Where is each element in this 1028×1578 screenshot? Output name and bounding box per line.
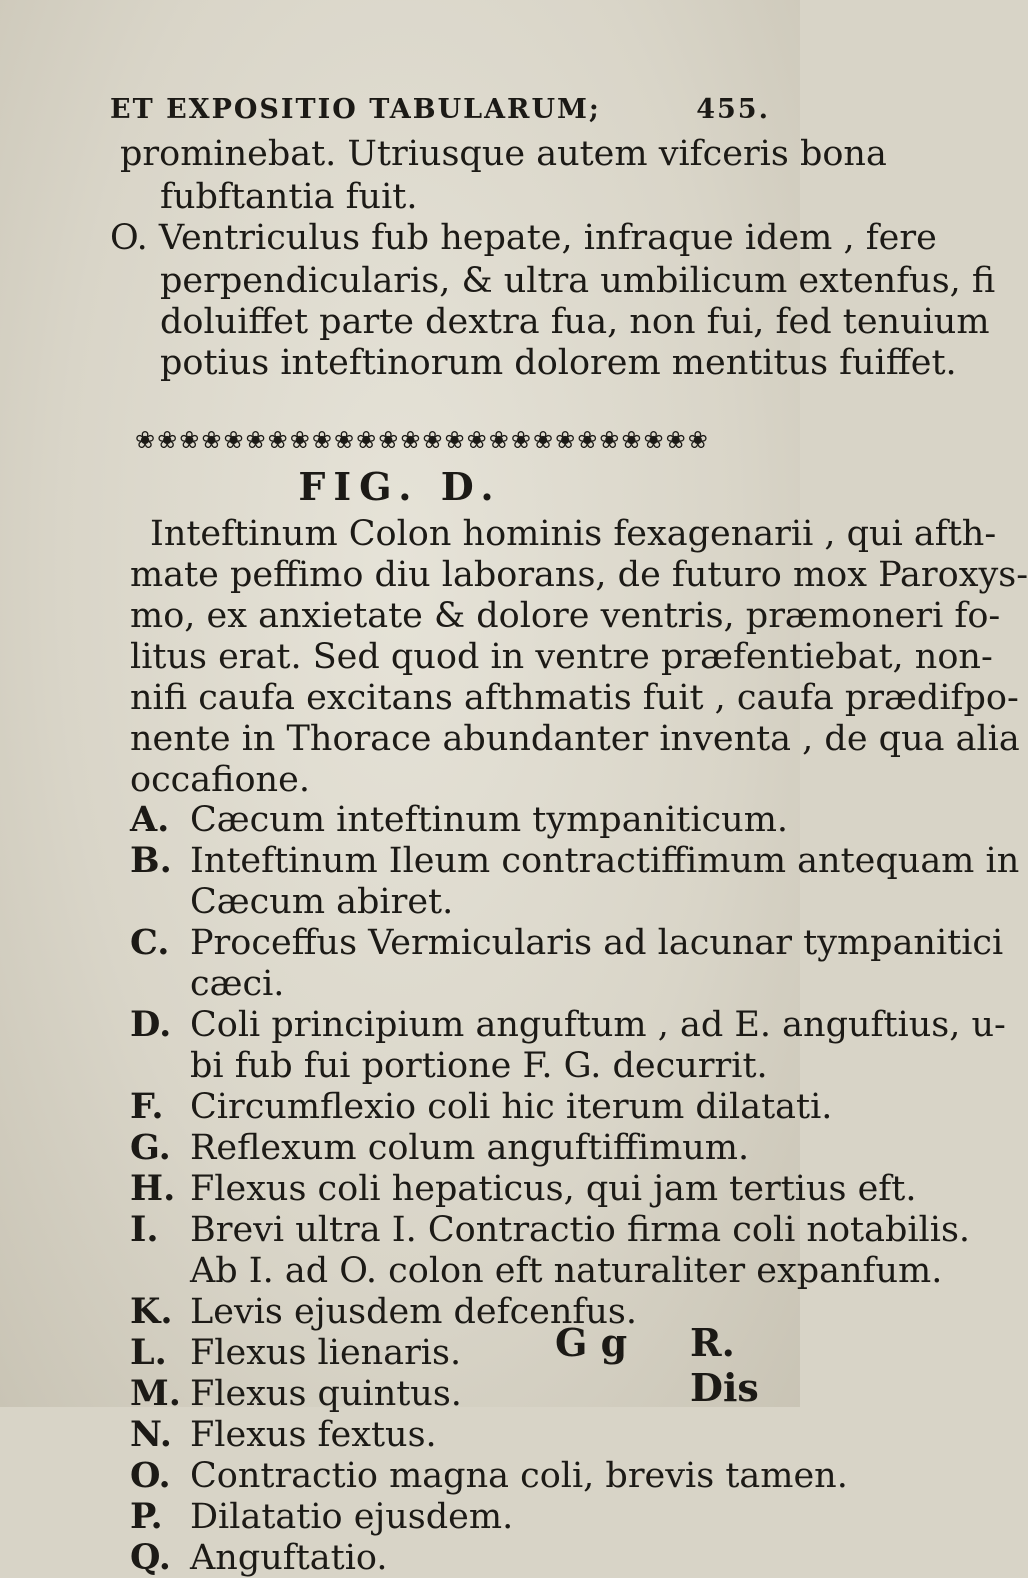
legend-item [130, 1128, 749, 1168]
body-line: mate peffimo diu laborans, de futuro mox Paroxys- [130, 555, 1028, 595]
legend-item-label: L. [130, 1332, 167, 1373]
legend-item [130, 1374, 462, 1414]
body-line: nente in Thorace abundanter inventa , de qua alia [130, 719, 1020, 759]
ornament-glyph: ❀ [510, 426, 531, 454]
legend-item [130, 1538, 388, 1578]
legend-item-label: O. [130, 1455, 171, 1496]
ornament-glyph: ❀ [311, 426, 332, 454]
ornament-glyph: ❀ [289, 426, 310, 454]
catchword: R. Dis [690, 1320, 759, 1410]
legend-item [130, 964, 284, 1004]
intro-line: fubftantia fuit. [160, 177, 418, 217]
intro-line: doluiffet parte dextra fua, non fui, fed tenuium [160, 302, 990, 342]
legend-item-text: Coli principium anguftum , ad E. anguftius, u- [190, 1005, 1006, 1045]
legend-item [130, 1046, 768, 1086]
signature-mark: G g [555, 1320, 628, 1365]
ornament-glyph: ❀ [555, 426, 576, 454]
ornament-glyph: ❀ [179, 426, 200, 454]
ornament-glyph: ❀ [400, 426, 421, 454]
legend-item-text: Flexus quintus. [190, 1374, 462, 1414]
legend-item-text: Levis ejusdem defcenfus. [190, 1292, 638, 1332]
body-line: mo, ex anxietate & dolore ventris, præmoneri fo- [130, 596, 1001, 636]
legend-item [130, 1497, 513, 1537]
legend-item-label: G. [130, 1127, 171, 1168]
legend-item-label: B. [130, 840, 172, 881]
ornament-glyph: ❀ [223, 426, 244, 454]
figure-title: FIG. D. [298, 464, 502, 509]
legend-item [130, 1251, 942, 1291]
intro-line: perpendicularis, & ultra umbilicum extenfus, fi [160, 261, 996, 301]
body-line: nifi caufa excitans afthmatis fuit , caufa prædifpo- [130, 678, 1019, 718]
legend-item-text: Cæcum abiret. [190, 882, 454, 922]
legend-item-text: Circumflexio coli hic iterum dilatati. [190, 1087, 833, 1127]
legend-item-label: M. [130, 1373, 181, 1414]
ornament-glyph: ❀ [599, 426, 620, 454]
legend-item-label: F. [130, 1086, 164, 1127]
legend-item-text: Anguftatio. [190, 1538, 388, 1578]
legend-item-text: Flexus lienaris. [190, 1333, 462, 1373]
ornament-glyph: ❀ [333, 426, 355, 454]
legend-item-label: C. [130, 922, 170, 963]
ornament-rule [135, 426, 765, 454]
header-title: ET EXPOSITIO TABULARUM; [110, 94, 601, 125]
intro-line: potius inteftinorum dolorem mentitus fuiffet. [160, 343, 957, 383]
ornament-glyph: ❀ [201, 426, 222, 454]
ornament-glyph: ❀ [532, 426, 554, 454]
legend-item-text: bi fub fui portione F. G. decurrit. [190, 1046, 768, 1086]
legend-item-text: Brevi ultra I. Contractio firma coli notabilis. [190, 1210, 971, 1250]
legend-item-label: K. [130, 1291, 173, 1332]
legend-item-label: A. [130, 799, 170, 840]
ornament-glyph: ❀ [621, 426, 642, 454]
ornament-glyph: ❀ [466, 426, 487, 454]
legend-item-text: Cæcum inteftinum tympaniticum. [190, 800, 789, 840]
legend-item [130, 1456, 848, 1496]
legend-item-text: Proceffus Vermicularis ad lacunar tympanitici [190, 923, 1004, 963]
ornament-glyph: ❀ [356, 426, 377, 454]
ornament-glyph: ❀ [444, 426, 465, 454]
ornament-glyph: ❀ [157, 426, 178, 454]
legend-item-label: P. [130, 1496, 163, 1537]
legend-item [130, 1415, 437, 1455]
legend-item-text: Inteftinum Ileum contractiffimum antequam in [190, 841, 1020, 881]
body-line: litus erat. Sed quod in ventre præfentiebat, non- [130, 637, 993, 677]
ornament-glyph: ❀ [577, 426, 598, 454]
body-line: Inteftinum Colon hominis fexagenarii , qui afth- [150, 514, 997, 554]
legend-item-text: Dilatatio ejusdem. [190, 1497, 514, 1537]
body-line: occafione. [130, 760, 310, 800]
legend-item-label: H. [130, 1168, 176, 1209]
intro-line: prominebat. Utriusque autem vifceris bona [120, 134, 887, 174]
legend-item [130, 1210, 970, 1250]
legend-item-label: Q. [130, 1537, 171, 1578]
ornament-glyph: ❀ [135, 426, 156, 454]
legend-item [130, 1333, 461, 1373]
ornament-glyph: ❀ [687, 426, 708, 454]
legend-item [130, 923, 1003, 963]
ornament-glyph: ❀ [488, 426, 509, 454]
legend-item-text: Flexus fextus. [190, 1415, 437, 1455]
page-number: 455. [696, 94, 770, 125]
ornament-glyph: ❀ [245, 426, 266, 454]
legend-item-text: Flexus coli hepaticus, qui jam tertius eft. [190, 1169, 917, 1209]
ornament-glyph: ❀ [267, 426, 288, 454]
legend-item-text: Ab I. ad O. colon eft naturaliter expanfum. [190, 1251, 943, 1291]
ornament-glyph: ❀ [422, 426, 443, 454]
intro-line: O. Ventriculus fub hepate, infraque idem , fere [110, 218, 937, 258]
ornament-glyph: ❀ [378, 426, 399, 454]
running-header [110, 94, 770, 125]
legend-item [130, 841, 1019, 881]
legend-item-label: D. [130, 1004, 172, 1045]
legend-item-text: Reflexum colum anguftiffimum. [190, 1128, 750, 1168]
legend-item-label: N. [130, 1414, 172, 1455]
legend-item-text: cæci. [190, 964, 285, 1004]
legend-item [130, 1087, 832, 1127]
ornament-glyph: ❀ [643, 426, 664, 454]
legend-item [130, 1005, 1006, 1045]
ornament-glyph: ❀ [665, 426, 686, 454]
legend-item [130, 1169, 916, 1209]
legend-item-text: Contractio magna coli, brevis tamen. [190, 1456, 848, 1496]
legend-item [130, 800, 788, 840]
legend-item-label: I. [130, 1209, 159, 1250]
legend-item [130, 882, 453, 922]
